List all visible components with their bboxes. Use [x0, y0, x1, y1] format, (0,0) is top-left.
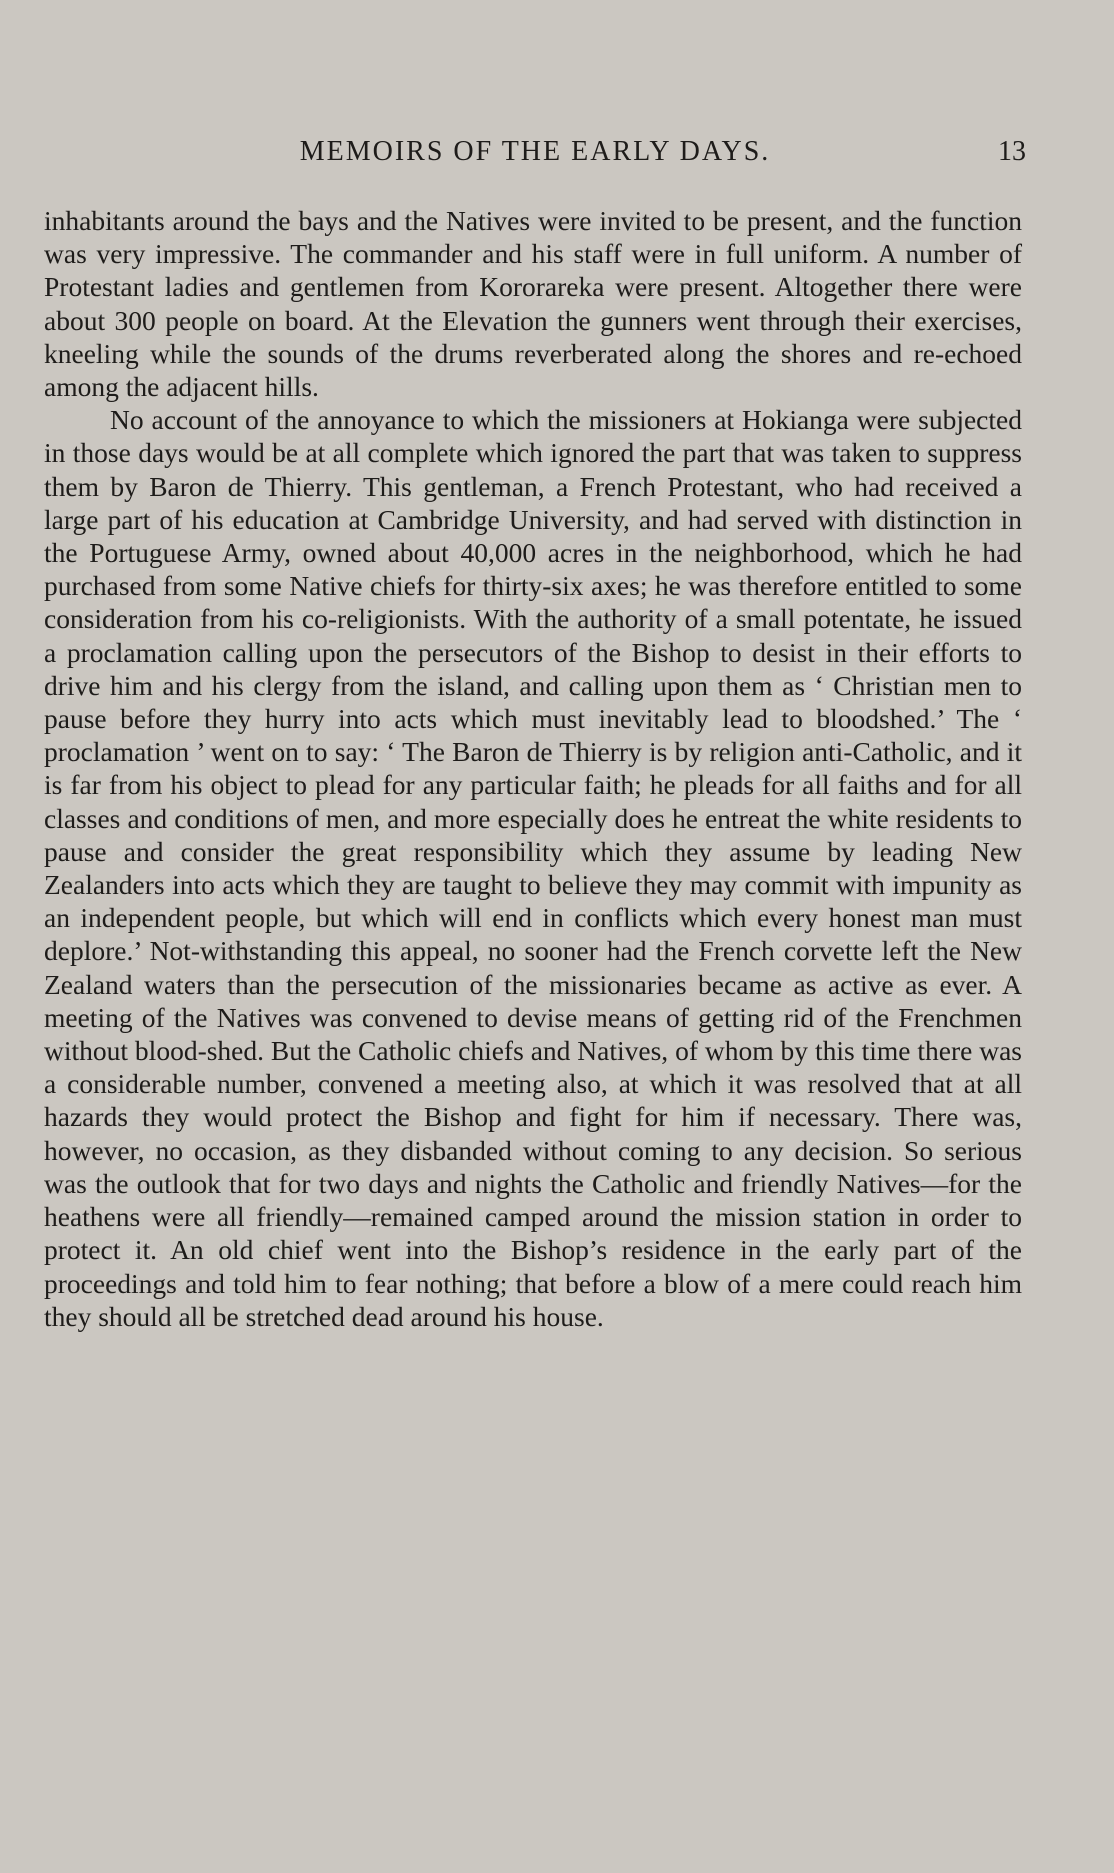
- paragraph-baron-de-thierry: No account of the annoyance to which the missioners at Hokianga were subjected in those days would be at all complete which ignored the part that was taken to suppress them by Baron de Thierry. This gentleman, a French Protestant, who had received a large part of his education at Cambridge University, and had served with distinction in the Portuguese Army, owned about 40,000 acres in the neighborhood, which he had purchased from some Native chiefs for thirty-six axes; he was therefore entitled to some consideration from his co-religionists. With the authority of a small potentate, he issued a proclamation calling upon the persecutors of the Bishop to desist in their efforts to drive him and his clergy from the island, and calling upon them as ‘ Christian men to pause before they hurry into acts which must inevitably lead to bloodshed.’ The ‘ proclamation ’ went on to say: ‘ The Baron de Thierry is by religion anti-Catholic, and it is far from his object to plead for any particular faith; he pleads for all faiths and for all classes and conditions of men, and more especially does he entreat the white residents to pause and consider the great responsibility which they assume by leading New Zealanders into acts which they are taught to believe they may commit with impunity as an independent people, but which will end in conflicts which every honest man must deplore.’ Not-withstanding this appeal, no sooner had the French corvette left the New Zealand waters than the persecution of the missionaries became as active as ever. A meeting of the Natives was convened to devise means of getting rid of the Frenchmen without blood-shed. But the Catholic chiefs and Natives, of whom by this time there was a considerable number, convened a meeting also, at which it was resolved that at all hazards they would protect the Bishop and fight for him if necessary. There was, however, no occasion, as they disbanded without coming to any decision. So serious was the outlook that for two days and nights the Catholic and friendly Natives—for the heathens were all friendly—remained camped around the mission station in order to protect it. An old chief went into the Bishop’s residence in the early part of the proceedings and told him to fear nothing; that before a blow of a mere could reach him they should all be stretched dead around his house.: [44, 404, 1022, 1332]
- body-text: [44, 204, 1022, 1333]
- running-title: MEMOIRS OF THE EARLY DAYS.: [299, 136, 771, 167]
- running-head: [44, 136, 1026, 176]
- paragraph-continuation: inhabitants around the bays and the Natives were invited to be present, and the function was very impressive. The commander and his staff were in full uniform. A number of Protestant ladies and gentlemen from Kororareka were present. Altogether there were about 300 people on board. At the Elevation the gunners went through their exercises, kneeling while the sounds of the drums reverberated along the shores and re-echoed among the adjacent hills.: [44, 205, 1022, 403]
- page-number: 13: [998, 136, 1026, 167]
